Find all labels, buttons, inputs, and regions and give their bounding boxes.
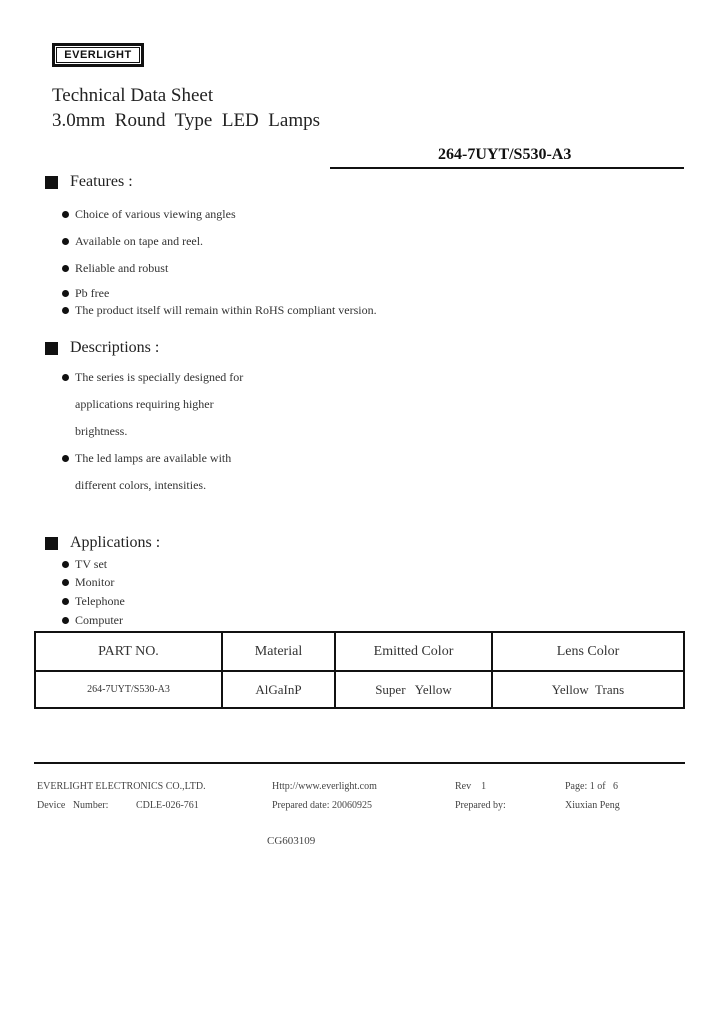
- header-lens-color: Lens Color: [492, 632, 684, 671]
- footer-url[interactable]: Http://www.everlight.com: [272, 781, 377, 792]
- features-heading-text: Features :: [70, 173, 133, 190]
- feature-item: Reliable and robust: [62, 261, 168, 276]
- application-item: Computer: [62, 613, 123, 628]
- application-item: TV set: [62, 557, 107, 572]
- header-emitted-color: Emitted Color: [335, 632, 492, 671]
- bullet-dot-icon: [62, 307, 69, 314]
- applications-heading: [45, 534, 160, 552]
- header-rule: [330, 167, 684, 169]
- table-header-row: [35, 632, 684, 671]
- cell-emitted-color: Super Yellow: [335, 671, 492, 708]
- spec-table: [34, 631, 685, 709]
- bullet-dot-icon: [62, 579, 69, 586]
- feature-item: The product itself will remain within RoHS compliant version.: [62, 303, 377, 318]
- square-bullet-icon: [45, 537, 58, 550]
- everlight-logo: [52, 43, 144, 67]
- description-line: applications requiring higher: [75, 397, 214, 411]
- bullet-dot-icon: [62, 455, 69, 462]
- header-material: Material: [222, 632, 335, 671]
- descriptions-heading-text: Descriptions :: [70, 339, 160, 356]
- bullet-dot-icon: [62, 561, 69, 568]
- description-line: brightness.: [75, 424, 128, 438]
- bullet-dot-icon: [62, 598, 69, 605]
- footer-device-number: CDLE-026-761: [136, 800, 199, 811]
- applications-heading-text: Applications :: [70, 534, 161, 551]
- footer-prepared-by-label: Prepared by:: [455, 800, 506, 811]
- cell-lens-color: Yellow Trans: [492, 671, 684, 708]
- logo-text: EVERLIGHT: [56, 47, 140, 63]
- table-row: [35, 671, 684, 708]
- bullet-dot-icon: [62, 617, 69, 624]
- part-number-heading: 264-7UYT/S530-A3: [438, 146, 572, 163]
- cell-part-no: 264-7UYT/S530-A3: [35, 671, 222, 708]
- application-item: Monitor: [62, 575, 114, 590]
- description-line: different colors, intensities.: [75, 478, 207, 492]
- bullet-dot-icon: [62, 211, 69, 218]
- doc-subtitle: 3.0mm Round Type LED Lamps: [52, 110, 320, 131]
- footer-prepared-by: Xiuxian Peng: [565, 800, 620, 811]
- description-item: The series is specially designed for: [62, 370, 243, 385]
- bullet-dot-icon: [62, 238, 69, 245]
- feature-item: Available on tape and reel.: [62, 234, 203, 249]
- feature-item: Pb free: [62, 286, 109, 301]
- description-item: The led lamps are available with: [62, 451, 231, 466]
- square-bullet-icon: [45, 342, 58, 355]
- footer-rule: [34, 762, 685, 764]
- descriptions-heading: [45, 339, 159, 357]
- bullet-dot-icon: [62, 265, 69, 272]
- application-item: Telephone: [62, 594, 125, 609]
- bullet-dot-icon: [62, 290, 69, 297]
- footer-doc-code: CG603109: [267, 835, 316, 847]
- footer-rev: Rev 1: [455, 781, 487, 792]
- header-part-no: PART NO.: [35, 632, 222, 671]
- footer-company: EVERLIGHT ELECTRONICS CO.,LTD.: [37, 781, 206, 792]
- footer-device-label: Device Number:: [37, 800, 109, 811]
- features-heading: [45, 173, 133, 191]
- feature-item: Choice of various viewing angles: [62, 207, 236, 222]
- bullet-dot-icon: [62, 374, 69, 381]
- cell-material: AlGaInP: [222, 671, 335, 708]
- doc-title: Technical Data Sheet: [52, 85, 214, 106]
- square-bullet-icon: [45, 176, 58, 189]
- footer-page: Page: 1 of 6: [565, 781, 619, 792]
- footer-prepared-date: Prepared date: 20060925: [272, 800, 372, 811]
